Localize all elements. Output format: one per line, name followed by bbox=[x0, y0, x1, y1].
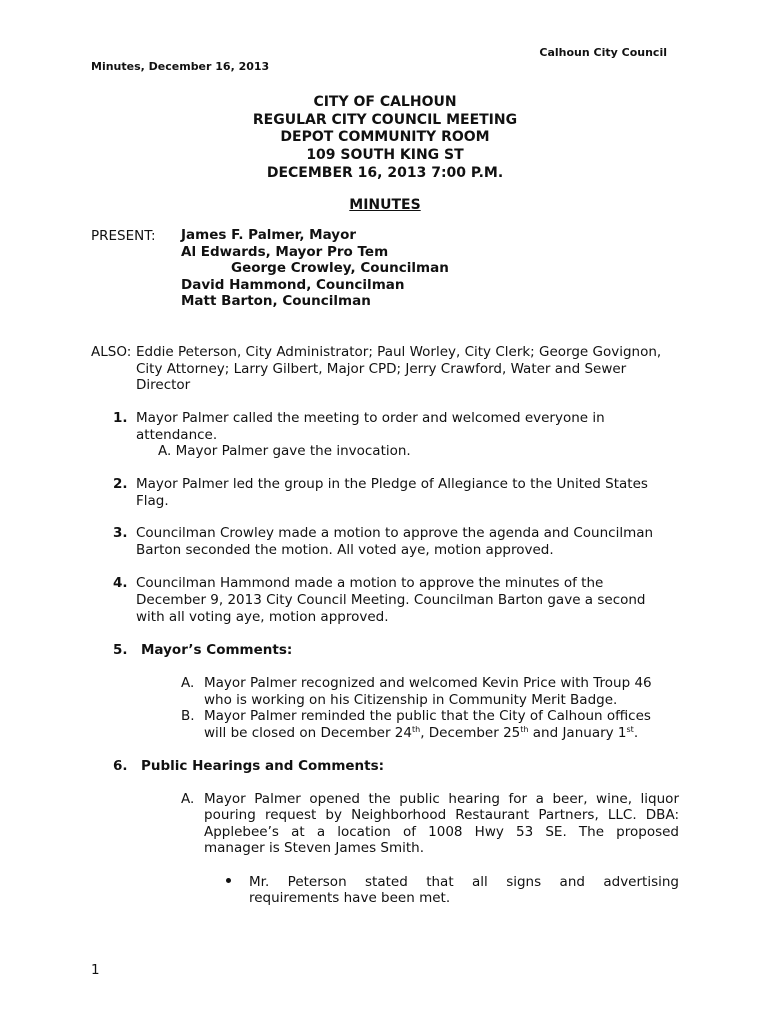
subitem-text: Mayor Palmer reminded the public that the City of Calhoun offices bbox=[204, 708, 651, 724]
bullet-text: requirements have been met. bbox=[249, 890, 451, 906]
subitem-letter: A. bbox=[181, 675, 195, 691]
item-text: Flag. bbox=[136, 493, 169, 509]
subitem-text-closures: will be closed on December 24th, December 25th and January 1st. bbox=[204, 725, 639, 741]
present-name: David Hammond, Councilman bbox=[181, 277, 405, 293]
subitem-letter: A. bbox=[181, 791, 195, 807]
also-line: Eddie Peterson, City Administrator; Paul Worley, City Clerk; George Govignon, bbox=[136, 344, 662, 360]
subitem-text: manager is Steven James Smith. bbox=[204, 840, 425, 856]
subitem-letter: B. bbox=[181, 708, 195, 724]
present-name: Matt Barton, Councilman bbox=[181, 293, 371, 309]
also-line: City Attorney; Larry Gilbert, Major CPD; Jerry Crawford, Water and Sewer bbox=[136, 361, 627, 377]
title-line-meeting: REGULAR CITY COUNCIL MEETING bbox=[252, 112, 518, 128]
page-number: 1 bbox=[91, 962, 100, 978]
present-name: George Crowley, Councilman bbox=[231, 260, 449, 276]
item-number: 1. bbox=[113, 410, 128, 426]
subitem-text: Mayor Palmer recognized and welcomed Kevin Price with Troup 46 bbox=[204, 675, 652, 691]
present-label: PRESENT: bbox=[91, 228, 156, 244]
title-line-location: DEPOT COMMUNITY ROOM bbox=[280, 129, 490, 145]
item-text: Mayor Palmer led the group in the Pledge of Allegiance to the United States bbox=[136, 476, 648, 492]
section-heading-mayors-comments: Mayor’s Comments: bbox=[141, 642, 293, 658]
item-number: 4. bbox=[113, 575, 128, 591]
subitem-text: who is working on his Citizenship in Community Merit Badge. bbox=[204, 692, 618, 708]
item-text: with all voting aye, motion approved. bbox=[136, 609, 389, 625]
bullet-text: Mr. Peterson stated that all signs and advertising bbox=[249, 874, 679, 890]
subitem-text: pouring request by Neighborhood Restaurant Partners, LLC. DBA: bbox=[204, 807, 679, 823]
item-number: 2. bbox=[113, 476, 128, 492]
minutes-heading: MINUTES bbox=[349, 197, 421, 213]
header-minutes-date: Minutes, December 16, 2013 bbox=[91, 60, 270, 73]
item-subitem: A. Mayor Palmer gave the invocation. bbox=[158, 443, 411, 459]
item-number: 3. bbox=[113, 525, 128, 541]
subitem-text: Applebee’s at a location of 1008 Hwy 53 SE. The proposed bbox=[204, 824, 679, 840]
section-heading-public-hearings: Public Hearings and Comments: bbox=[141, 758, 385, 774]
header-council-name: Calhoun City Council bbox=[539, 46, 667, 59]
item-text: Councilman Hammond made a motion to approve the minutes of the bbox=[136, 575, 604, 591]
title-line-city: CITY OF CALHOUN bbox=[313, 94, 457, 110]
section-number: 6. bbox=[113, 758, 128, 774]
present-name: James F. Palmer, Mayor bbox=[181, 227, 357, 243]
also-label: ALSO: bbox=[91, 344, 132, 360]
present-name: Al Edwards, Mayor Pro Tem bbox=[181, 244, 389, 260]
item-text: Barton seconded the motion. All voted aye, motion approved. bbox=[136, 542, 554, 558]
item-text: December 9, 2013 City Council Meeting. Councilman Barton gave a second bbox=[136, 592, 646, 608]
title-line-address: 109 SOUTH KING ST bbox=[306, 147, 464, 163]
title-line-datetime: DECEMBER 16, 2013 7:00 P.M. bbox=[266, 165, 504, 181]
also-line: Director bbox=[136, 377, 191, 393]
item-text: attendance. bbox=[136, 427, 218, 443]
item-text: Mayor Palmer called the meeting to order and welcomed everyone in bbox=[136, 410, 605, 426]
section-number: 5. bbox=[113, 642, 128, 658]
bullet-icon bbox=[226, 878, 231, 883]
subitem-text: Mayor Palmer opened the public hearing for a beer, wine, liquor bbox=[204, 791, 679, 807]
item-text: Councilman Crowley made a motion to approve the agenda and Councilman bbox=[136, 525, 654, 541]
